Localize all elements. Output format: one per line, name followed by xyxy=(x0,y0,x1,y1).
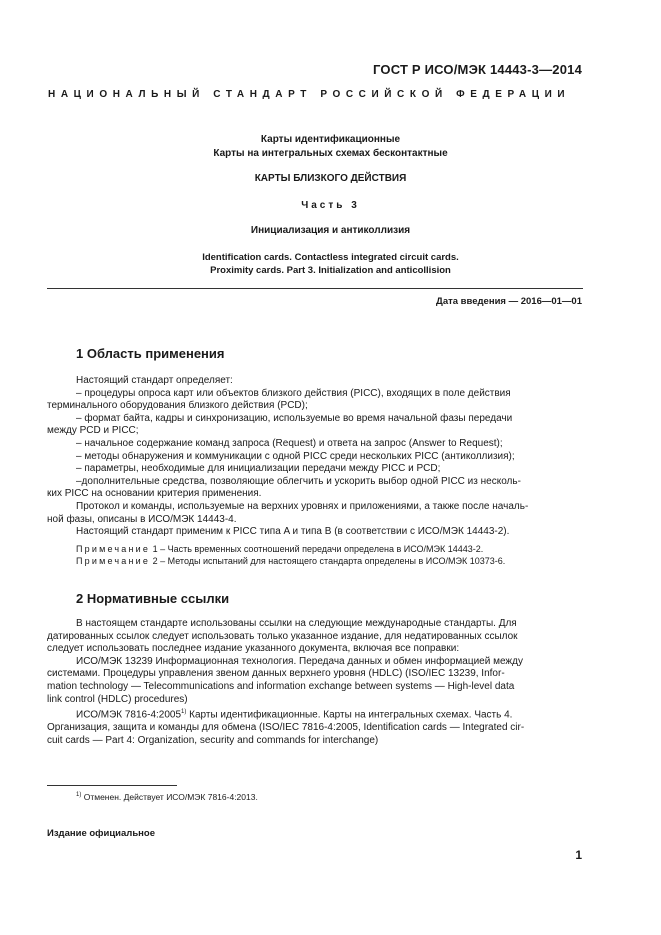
note-text: 1 – Часть временных соотношений передачи определена в ИСО/МЭК 14443-2. xyxy=(152,543,484,554)
note-2 xyxy=(76,555,583,567)
section-1-body xyxy=(47,375,583,567)
note-label: Примечание xyxy=(76,555,151,566)
note-1 xyxy=(76,543,583,555)
paragraph-cont: следует использовать последнее издание указанного документа, включая все поправки: xyxy=(47,643,460,655)
paragraph-cont: датированных ссылок следует использовать только указанное издание, для недатированных ссылок xyxy=(47,630,518,642)
paragraph xyxy=(76,706,583,722)
title-block xyxy=(0,133,661,161)
date-of-introduction: Дата введения — 2016—01—01 xyxy=(436,296,582,307)
section-1-heading: 1 Область применения xyxy=(76,346,225,361)
list-item: – процедуры опроса карт или объектов близкого действия (PICC), входящих в поле действия xyxy=(76,387,511,399)
list-item: – методы обнаружения и коммуникации с одной PICC среди нескольких PICC (антиколлизия); xyxy=(76,450,515,462)
header-rule xyxy=(47,288,583,289)
title-english xyxy=(0,251,661,277)
footnote-mark: 1) xyxy=(76,792,82,799)
title-english-line-2: Proximity cards. Part 3. Initialization and anticollision xyxy=(210,265,451,276)
paragraph-cont: mation technology — Telecommunications and information exchange between systems — High-level data xyxy=(47,680,515,692)
national-standard-banner: НАЦИОНАЛЬНЫЙ СТАНДАРТ РОССИЙСКОЙ ФЕДЕРАЦИИ xyxy=(48,89,571,100)
list-item-cont: между PCD и PICC; xyxy=(47,425,139,437)
list-item-cont: ких PICC на основании критерия применения. xyxy=(47,488,262,500)
footnote-rule xyxy=(47,785,177,786)
list-item: – начальное содержание команд запроса (Request) и ответа на запрос (Answer to Request); xyxy=(76,437,503,449)
list-item-cont: терминального оборудования близкого действия (PCD); xyxy=(47,400,308,412)
list-item: – параметры, необходимые для инициализации передачи между PICC и PCD; xyxy=(76,463,441,475)
title-part: Часть 3 xyxy=(301,200,360,211)
reference-title: Карты идентификационные. Карты на интегральных схемах. Часть 4. xyxy=(189,709,513,721)
paragraph: Настоящий стандарт применим к PICC типа A и типа B (в соответствии с ИСО/МЭК 14443-2). xyxy=(76,526,510,538)
section-2-body xyxy=(47,618,583,747)
title-line-2: Карты на интегральных схемах бесконтактные xyxy=(213,148,448,159)
paragraph-cont: cuit cards — Part 4: Organization, security and commands for interchange) xyxy=(47,734,379,746)
gost-code: ГОСТ Р ИСО/МЭК 14443-3—2014 xyxy=(373,62,582,77)
title-english-line-1: Identification cards. Contactless integrated circuit cards. xyxy=(202,252,459,263)
paragraph-cont: Организация, защита и команды для обмена (ISO/IEC 7816-4:2005, Identification cards — Integrated cir- xyxy=(47,722,525,734)
section-2-heading: 2 Нормативные ссылки xyxy=(76,591,230,606)
reference-code: ИСО/МЭК 7816-4:2005 xyxy=(76,709,182,721)
footnote-text: Отменен. Действует ИСО/МЭК 7816-4:2013. xyxy=(83,792,258,802)
paragraph: Протокол и команды, используемые на верхних уровнях и приложениями, а также после началь- xyxy=(76,500,529,512)
title-subtitle: Инициализация и антиколлизия xyxy=(250,225,411,236)
note-label: Примечание xyxy=(76,543,151,554)
title-main: КАРТЫ БЛИЗКОГО ДЕЙСТВИЯ xyxy=(254,173,407,184)
paragraph: В настоящем стандарте использованы ссылки на следующие международные стандарты. Для xyxy=(76,618,517,629)
official-edition-label: Издание официальное xyxy=(47,828,155,839)
note-text: 2 – Методы испытаний для настоящего стандарта определены в ИСО/МЭК 10373-6. xyxy=(152,555,506,566)
list-item: – формат байта, кадры и синхронизацию, используемые во время начальной фазы передачи xyxy=(76,412,513,424)
paragraph-cont: системами. Процедуры управления звеном данных верхнего уровня (HDLC) (ISO/IEC 13239, Infor- xyxy=(47,668,505,680)
page-number: 1 xyxy=(575,848,582,862)
footnote xyxy=(76,792,258,802)
footnote-mark[interactable]: 1) xyxy=(181,709,187,716)
paragraph-cont: ной фазы, описаны в ИСО/МЭК 14443-4. xyxy=(47,513,237,525)
title-line-1: Карты идентификационные xyxy=(260,134,401,145)
list-item: –дополнительные средства, позволяющие облегчить и ускорить выбор одной PICC из несколь- xyxy=(76,475,521,487)
section-1-intro: Настоящий стандарт определяет: xyxy=(76,375,233,386)
paragraph: ИСО/МЭК 13239 Информационная технология. Передача данных и обмен информацией между xyxy=(76,655,523,667)
paragraph-cont: link control (HDLC) procedures) xyxy=(47,693,188,705)
